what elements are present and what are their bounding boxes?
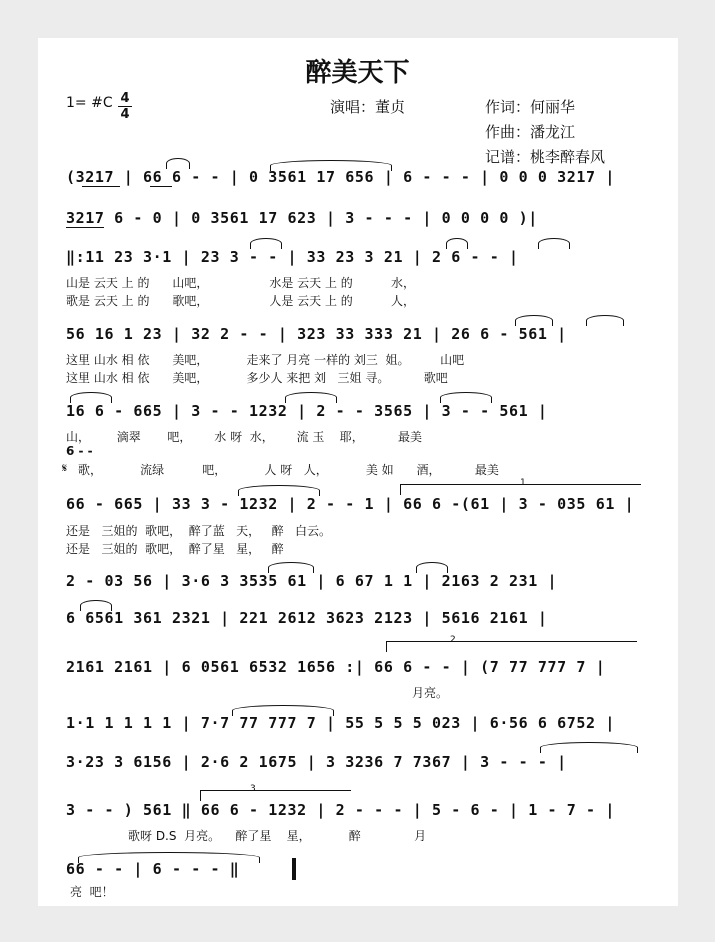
tie-mark	[515, 315, 553, 326]
song-title: 醉美天下	[305, 58, 410, 88]
lyric-line: 还是 三姐的 歌吧， 醉了星 星， 醉	[66, 542, 284, 556]
notation-line: 66 - - | 6 - - - ‖	[66, 860, 240, 878]
notation-line: 2161 2161 | 6 0561 6532 1656 :| 66 6 - - | (7 77 777 7 |	[66, 658, 606, 676]
lyric-line: 山是 云天 上 的 山吧， 水是 云天 上 的 水，	[66, 276, 415, 290]
notation-row	[66, 860, 646, 882]
tie-mark	[538, 238, 570, 249]
notation-row	[66, 495, 646, 517]
volta-number: 3	[250, 784, 256, 794]
tie-mark	[238, 485, 320, 496]
tie-mark	[232, 705, 334, 716]
volta-bracket	[386, 641, 637, 652]
underline-mark	[150, 186, 172, 187]
tie-mark	[250, 238, 282, 249]
tie-mark	[416, 562, 448, 573]
notation-line: 2 - 03 56 | 3·6 3 3535 61 | 6 67 1 1 | 2163 2 231 |	[66, 572, 558, 590]
ds-sign: 𝄋	[62, 461, 68, 475]
tie-mark	[540, 742, 638, 753]
key-signature: 1= #C	[66, 95, 113, 111]
tie-mark	[80, 600, 112, 611]
lyric-line: 6 - -	[66, 444, 93, 458]
notation-line: 3 - - ) 561 ‖ 66 6 - 1232 | 2 - - - | 5 - 6 - | 1 - 7 - |	[66, 801, 615, 819]
meter-top: 4	[120, 91, 130, 106]
lyric-line: 这里 山水 相 依 美吧， 走来了 月亮 一样的 刘三 姐。 山吧	[66, 353, 465, 367]
tie-mark	[78, 852, 260, 863]
lyric-line: 这里 山水 相 依 美吧， 多少人 来把 刘 三姐 寻。 歌吧	[66, 371, 448, 385]
lyric-line: 亮 吧！	[70, 885, 114, 899]
tie-mark	[440, 392, 492, 403]
lyric-line: 歌呀 D.S 月亮。 醉了星 星， 醉 月	[128, 829, 427, 843]
volta-number: 1	[520, 478, 526, 488]
lyric-line: 歌是 云天 上 的 歌吧， 人是 云天 上 的 人，	[66, 294, 415, 308]
notation-row	[66, 402, 646, 424]
final-barline	[292, 858, 296, 880]
lyric-line: 歌， 流绿 吧， 人 呀 人， 美 如 酒， 最美	[78, 463, 499, 477]
underline-mark	[82, 186, 120, 187]
lyric-line: 还是 三姐的 歌吧， 醉了蓝 天， 醉 白云。	[66, 524, 332, 538]
volta-number: 2	[450, 635, 456, 645]
notation-row	[66, 801, 646, 823]
lyric-line: 月亮。	[412, 686, 449, 700]
lyricist-credit: 作词：何丽华	[485, 98, 576, 116]
tie-mark	[270, 160, 392, 171]
tie-mark	[70, 392, 112, 403]
composer-credit: 作曲：潘龙江	[485, 123, 576, 141]
notation-line: 1·1 1 1 1 1 | 7·7 77 777 7 | 55 5 5 5 023 | 6·56 6 6752 |	[66, 714, 615, 732]
tie-mark	[446, 238, 468, 249]
meter-bottom: 4	[120, 107, 130, 122]
notation-row	[66, 209, 646, 231]
notation-row	[66, 753, 646, 775]
notation-row	[66, 572, 646, 594]
notation-row	[66, 609, 646, 631]
notation-line: 56 16 1 23 | 32 2 - - | 323 33 333 21 | 26 6 - 561 |	[66, 325, 567, 343]
notation-row	[66, 658, 646, 680]
notation-line: 16 6 - 665 | 3 - - 1232 | 2 - - 3565 | 3 - - 561 |	[66, 402, 548, 420]
transcriber-credit: 记谱：桃李醉春风	[485, 148, 606, 166]
notation-line: 3·23 3 6156 | 2·6 2 1675 | 3 3236 7 7367 | 3 - - - |	[66, 753, 567, 771]
underline-mark	[66, 227, 104, 228]
notation-line: 3217 6 - 0 | 0 3561 17 623 | 3 - - - | 0 0 0 0 )|	[66, 209, 538, 227]
notation-line: ‖:11 23 3·1 | 23 3 - - | 33 23 3 21 | 2 6 - - |	[66, 248, 519, 266]
lyric-line: 山， 滴翠 吧， 水 呀 水， 流 玉 耶， 最美	[66, 430, 423, 444]
notation-line: (3217 | 66 6 - - | 0 3561 17 656 | 6 - - - | 0 0 0 3217 |	[66, 168, 615, 186]
volta-bracket	[200, 790, 351, 801]
tie-mark	[268, 562, 314, 573]
singer-credit: 演唱：董贞	[330, 98, 406, 116]
notation-row	[66, 714, 646, 736]
tie-mark	[285, 392, 337, 403]
notation-line: 6 6561 361 2321 | 221 2612 3623 2123 | 5616 2161 |	[66, 609, 548, 627]
notation-row	[66, 248, 646, 270]
notation-line: 66 - 665 | 33 3 - 1232 | 2 - - 1 | 66 6 -(61 | 3 - 035 61 |	[66, 495, 635, 513]
notation-row	[66, 325, 646, 347]
tie-mark	[166, 158, 190, 169]
time-signature	[118, 92, 132, 121]
tie-mark	[586, 315, 624, 326]
